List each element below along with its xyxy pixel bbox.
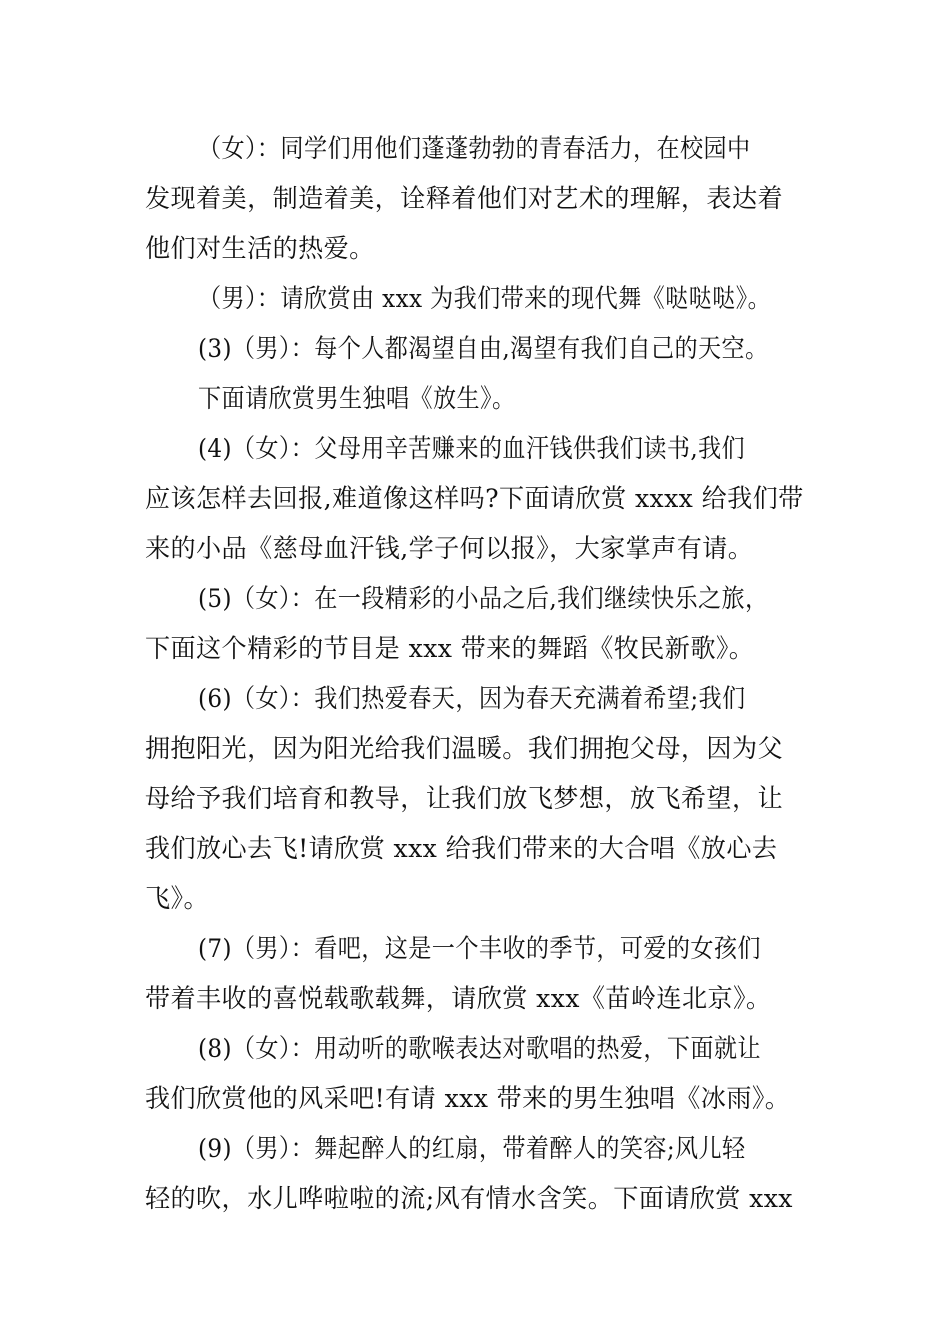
text-line: 我们欣赏他的风采吧!有请 xxx 带来的男生独唱《冰雨》。 (145, 1084, 791, 1114)
text-line: (5)（女）：在一段精彩的小品之后,我们继续快乐之旅， (198, 584, 769, 614)
text-line: (8)（女）：用动听的歌喉表达对歌唱的热爱，下面就让 (198, 1034, 761, 1064)
text-line: 来的小品《慈母血汗钱,学子何以报》，大家掌声有请。 (145, 534, 754, 564)
text-line: 拥抱阳光，因为阳光给我们温暖。我们拥抱父母，因为父 (145, 734, 783, 764)
text-line: (6)（女）：我们热爱春天，因为春天充满着希望;我们 (198, 684, 746, 714)
text-line: (9)（男）：舞起醉人的红扇，带着醉人的笑容;风儿轻 (198, 1134, 746, 1164)
text-line: （女）：同学们用他们蓬蓬勃勃的青春活力，在校园中 (198, 134, 751, 164)
text-line: 带着丰收的喜悦载歌载舞，请欣赏 xxx《苗岭连北京》。 (145, 984, 772, 1014)
text-line: (7)（男）：看吧，这是一个丰收的季节，可爱的女孩们 (198, 934, 761, 964)
text-line: 他们对生活的热爱。 (145, 234, 375, 264)
text-line: (3)（男）：每个人都渴望自由,渴望有我们自己的天空。 (198, 334, 769, 364)
text-line: 下面请欣赏男生独唱《放生》。 (198, 384, 516, 414)
text-line: 应该怎样去回报,难道像这样吗?下面请欣赏 xxxx 给我们带 (145, 484, 804, 514)
text-line: 发现着美，制造着美，诠释着他们对艺术的理解，表达着 (145, 184, 783, 214)
text-line: 轻的吹，水儿哗啦啦的流;风有情水含笑。下面请欣赏 xxx (145, 1184, 793, 1214)
text-line: 我们放心去飞!请欣赏 xxx 给我们带来的大合唱《放心去 (145, 834, 778, 864)
text-line: (4)（女）：父母用辛苦赚来的血汗钱供我们读书,我们 (198, 434, 746, 464)
text-line: （男）：请欣赏由 xxx 为我们带来的现代舞《哒哒哒》。 (198, 284, 772, 314)
text-line: 飞》。 (145, 884, 209, 914)
text-line: 下面这个精彩的节目是 xxx 带来的舞蹈《牧民新歌》。 (145, 634, 755, 664)
text-line: 母给予我们培育和教导，让我们放飞梦想，放飞希望，让 (145, 784, 783, 814)
